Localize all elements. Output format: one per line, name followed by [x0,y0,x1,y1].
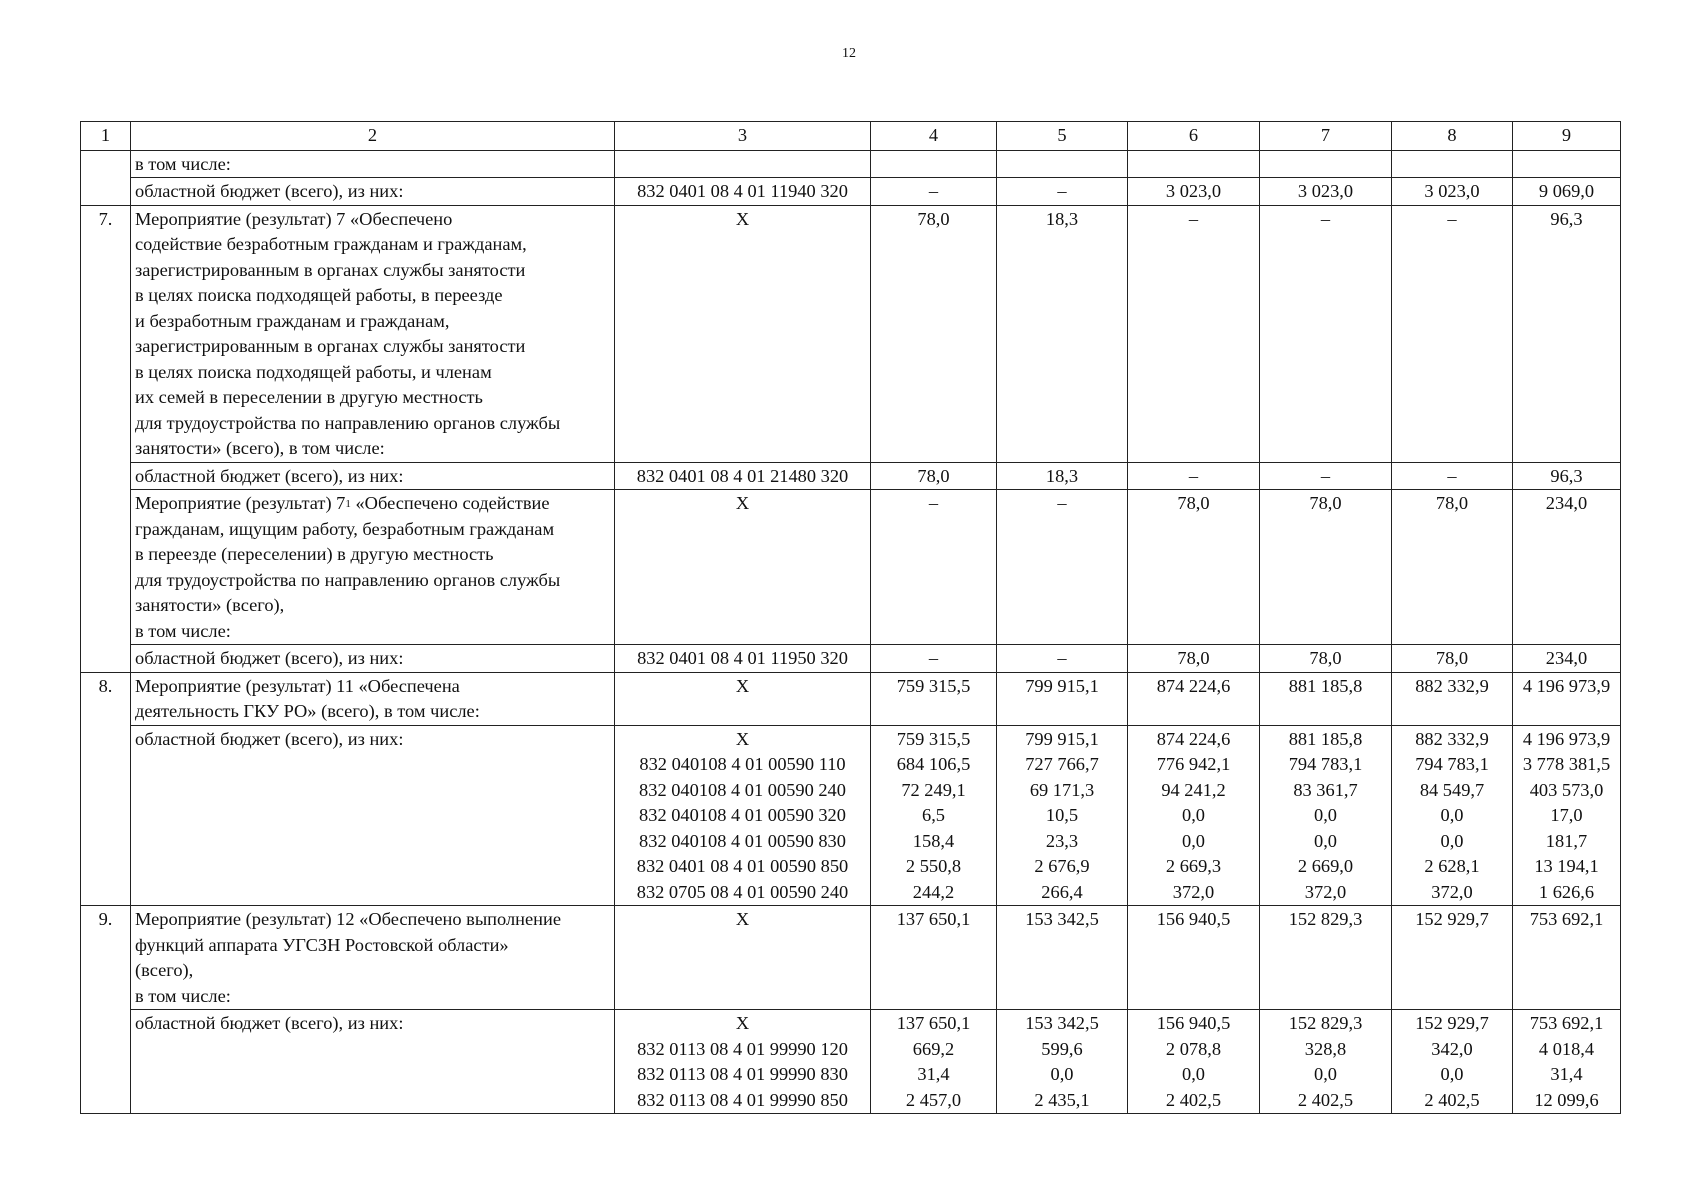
value-cell: 753 692,1 4 018,4 31,4 12 099,6 [1513,1010,1621,1114]
value-cell [1392,150,1513,178]
budget-code-cell: 832 0401 08 4 01 11940 320 [615,178,871,206]
value-cell [997,150,1128,178]
description-cell: областной бюджет (всего), из них: [131,645,615,673]
budget-code-cell: Х [615,672,871,725]
value-cell: – [1260,462,1392,490]
description-text: «Обеспечено содействие гражданам, ищущим работу, безработным гражданам в переезде (переселении) в другую местность для трудоустройства по направлению органов службы занятости» (всего), в том числе: [135,493,561,641]
value-cell: 78,0 [1128,645,1260,673]
description-cell [131,490,615,645]
budget-code-cell: 832 0401 08 4 01 11950 320 [615,645,871,673]
value-cell: 152 829,3 328,8 0,0 2 402,5 [1260,1010,1392,1114]
header-cell: 2 [131,122,615,151]
header-cell: 7 [1260,122,1392,151]
header-cell: 6 [1128,122,1260,151]
table-row [81,178,1621,206]
table-header-row [81,122,1621,151]
description-cell: областной бюджет (всего), из них: [131,725,615,906]
value-cell: 96,3 [1513,462,1621,490]
budget-table [80,121,1621,1114]
value-cell: 759 315,5 [871,672,997,725]
value-cell: 78,0 [1260,645,1392,673]
value-cell: 18,3 [997,462,1128,490]
value-cell [1260,150,1392,178]
description-cell: областной бюджет (всего), из них: [131,1010,615,1114]
value-cell: – [997,490,1128,645]
row-number-cell: 7. [81,205,131,672]
value-cell: 881 185,8 [1260,672,1392,725]
value-cell: 78,0 [871,462,997,490]
value-cell: – [1260,205,1392,462]
table-row [81,645,1621,673]
value-cell: 3 023,0 [1392,178,1513,206]
value-cell: 234,0 [1513,645,1621,673]
value-cell: 156 940,5 [1128,906,1260,1010]
table-row [81,725,1621,906]
value-cell: – [871,178,997,206]
table-row [81,672,1621,725]
value-cell: 156 940,5 2 078,8 0,0 2 402,5 [1128,1010,1260,1114]
description-cell: Мероприятие (результат) 11 «Обеспечена деятельность ГКУ РО» (всего), в том числе: [131,672,615,725]
budget-code-cell: Х [615,490,871,645]
header-cell: 1 [81,122,131,151]
value-cell: 78,0 [1128,490,1260,645]
description-cell: Мероприятие (результат) 12 «Обеспечено выполнение функций аппарата УГСЗН Ростовской области» (всего), в том числе: [131,906,615,1010]
table-row [81,462,1621,490]
value-cell: – [1392,205,1513,462]
budget-code-cell: Х [615,205,871,462]
header-cell: 5 [997,122,1128,151]
description-cell: областной бюджет (всего), из них: [131,178,615,206]
value-cell: – [997,645,1128,673]
value-cell: 152 929,7 [1392,906,1513,1010]
value-cell: 96,3 [1513,205,1621,462]
value-cell: 152 829,3 [1260,906,1392,1010]
value-cell: 78,0 [1392,490,1513,645]
value-cell: 759 315,5 684 106,5 72 249,1 6,5 158,4 2 550,8 244,2 [871,725,997,906]
value-cell: 3 023,0 [1260,178,1392,206]
value-cell: 4 196 973,9 [1513,672,1621,725]
value-cell: 137 650,1 [871,906,997,1010]
value-cell: 78,0 [871,205,997,462]
value-cell: 234,0 [1513,490,1621,645]
value-cell: 882 332,9 [1392,672,1513,725]
value-cell: 881 185,8 794 783,1 83 361,7 0,0 0,0 2 669,0 372,0 [1260,725,1392,906]
value-cell: – [997,178,1128,206]
budget-code-cell: Х [615,906,871,1010]
table-row [81,1010,1621,1114]
header-cell: 9 [1513,122,1621,151]
row-number-cell: 8. [81,672,131,906]
value-cell: – [1128,462,1260,490]
value-cell [871,150,997,178]
superscript: 1 [345,498,351,510]
value-cell: – [1392,462,1513,490]
value-cell: 9 069,0 [1513,178,1621,206]
header-cell: 3 [615,122,871,151]
value-cell: 874 224,6 [1128,672,1260,725]
value-cell: 137 650,1 669,2 31,4 2 457,0 [871,1010,997,1114]
value-cell: 874 224,6 776 942,1 94 241,2 0,0 0,0 2 669,3 372,0 [1128,725,1260,906]
description-cell: областной бюджет (всего), из них: [131,462,615,490]
description-cell: в том числе: [131,150,615,178]
value-cell: – [871,645,997,673]
value-cell: 799 915,1 [997,672,1128,725]
budget-code-cell: Х 832 040108 4 01 00590 110 832 040108 4 01 00590 240 832 040108 4 01 00590 320 832 040108 4 01 00590 830 832 0401 08 4 01 00590 850 832 0705 08 4 01 00590 240 [615,725,871,906]
table-row [81,150,1621,178]
page-number: 12 [842,46,856,61]
value-cell: 78,0 [1392,645,1513,673]
header-cell: 4 [871,122,997,151]
value-cell: 753 692,1 [1513,906,1621,1010]
value-cell: – [1128,205,1260,462]
value-cell: 3 023,0 [1128,178,1260,206]
value-cell [1513,150,1621,178]
value-cell: – [871,490,997,645]
value-cell: 152 929,7 342,0 0,0 2 402,5 [1392,1010,1513,1114]
row-number-cell: 9. [81,906,131,1114]
description-cell: Мероприятие (результат) 7 «Обеспечено содействие безработным гражданам и гражданам, зарегистрированным в органах службы занятости в целях поиска подходящей работы, в переезде и безработным гражданам и гражданам, зарегистрированным в органах службы занятости в целях поиска подходящей работы, и членам их семей в переселении в другую местность для трудоустройства по направлению органов службы занятости» (всего), в том числе: [131,205,615,462]
value-cell: 882 332,9 794 783,1 84 549,7 0,0 0,0 2 628,1 372,0 [1392,725,1513,906]
table-row [81,490,1621,645]
budget-code-cell: 832 0401 08 4 01 21480 320 [615,462,871,490]
value-cell: 799 915,1 727 766,7 69 171,3 10,5 23,3 2 676,9 266,4 [997,725,1128,906]
description-text: Мероприятие (результат) 7 [135,493,346,513]
value-cell: 153 342,5 [997,906,1128,1010]
table-row [81,906,1621,1010]
budget-code-cell [615,150,871,178]
row-number-cell [81,150,131,205]
value-cell [1128,150,1260,178]
header-cell: 8 [1392,122,1513,151]
value-cell: 4 196 973,9 3 778 381,5 403 573,0 17,0 181,7 13 194,1 1 626,6 [1513,725,1621,906]
value-cell: 18,3 [997,205,1128,462]
value-cell: 153 342,5 599,6 0,0 2 435,1 [997,1010,1128,1114]
value-cell: 78,0 [1260,490,1392,645]
budget-code-cell: Х 832 0113 08 4 01 99990 120 832 0113 08 4 01 99990 830 832 0113 08 4 01 99990 850 [615,1010,871,1114]
table-row [81,205,1621,462]
